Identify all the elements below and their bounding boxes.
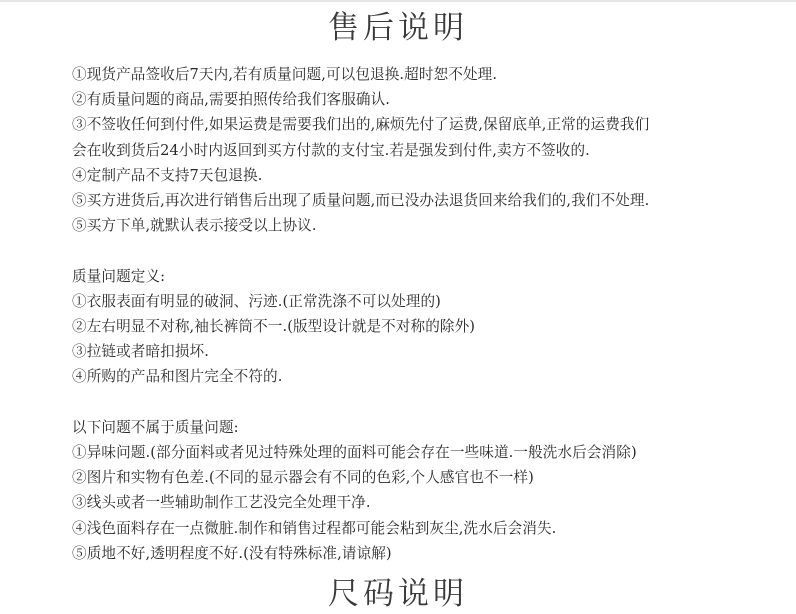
policy-line: ②有质量问题的商品,需要拍照传给我们客服确认. (72, 91, 391, 109)
section-spacer (72, 238, 787, 263)
next-section-title: 尺码说明 (328, 576, 468, 612)
after-sales-content (72, 62, 787, 566)
quality-item: ③拉链或者暗扣损坏. (72, 343, 209, 361)
non-quality-item: ①异味问题.(部分面料或者见过特殊处理的面料可能会存在一些味道.一般洗水后会消除) (72, 444, 637, 462)
top-divider (0, 0, 796, 2)
policy-line: ①现货产品签收后7天内,若有质量问题,可以包退换.超时恕不处理. (72, 66, 498, 83)
section-spacer (72, 390, 787, 415)
non-quality-item: ②图片和实物有色差.(不同的显示器会有不同的色彩,个人感官也不一样) (72, 469, 534, 487)
non-quality-item: ④浅色面料存在一点微脏.制作和销售过程都可能会粘到灰尘,洗水后会消失. (72, 519, 557, 537)
quality-heading: 质量问题定义: (72, 267, 166, 285)
page-title: 售后说明 (328, 10, 468, 46)
quality-item: ①衣服表面有明显的破洞、污迹.(正常洗涤不可以处理的) (72, 292, 441, 310)
policy-line: ⑤买方进货后,再次进行销售后出现了质量问题,而已没办法退货回来给我们的,我们不处理. (72, 192, 650, 210)
non-quality-heading: 以下问题不属于质量问题: (72, 418, 239, 436)
quality-item: ④所购的产品和图片完全不符的. (72, 368, 283, 386)
quality-item: ②左右明显不对称,袖长裤筒不一.(版型设计就是不对称的除外) (72, 318, 476, 336)
policy-line: ③不签收任何到付件,如果运费是需要我们出的,麻烦先付了运费,保留底单,正常的运费我们 (72, 116, 650, 134)
non-quality-item: ⑤质地不好,透明程度不好.(没有特殊标准,请谅解) (72, 544, 392, 562)
policy-line: ④定制产品不支持7天包退换. (72, 166, 263, 184)
policy-line: ⑤买方下单,就默认表示接受以上协议. (72, 217, 317, 235)
policy-line: 会在收到货后24小时内返回到买方付款的支付宝.若是强发到付件,卖方不签收的. (72, 141, 590, 159)
non-quality-item: ③线头或者一些辅助制作工艺没完全处理干净. (72, 494, 371, 512)
